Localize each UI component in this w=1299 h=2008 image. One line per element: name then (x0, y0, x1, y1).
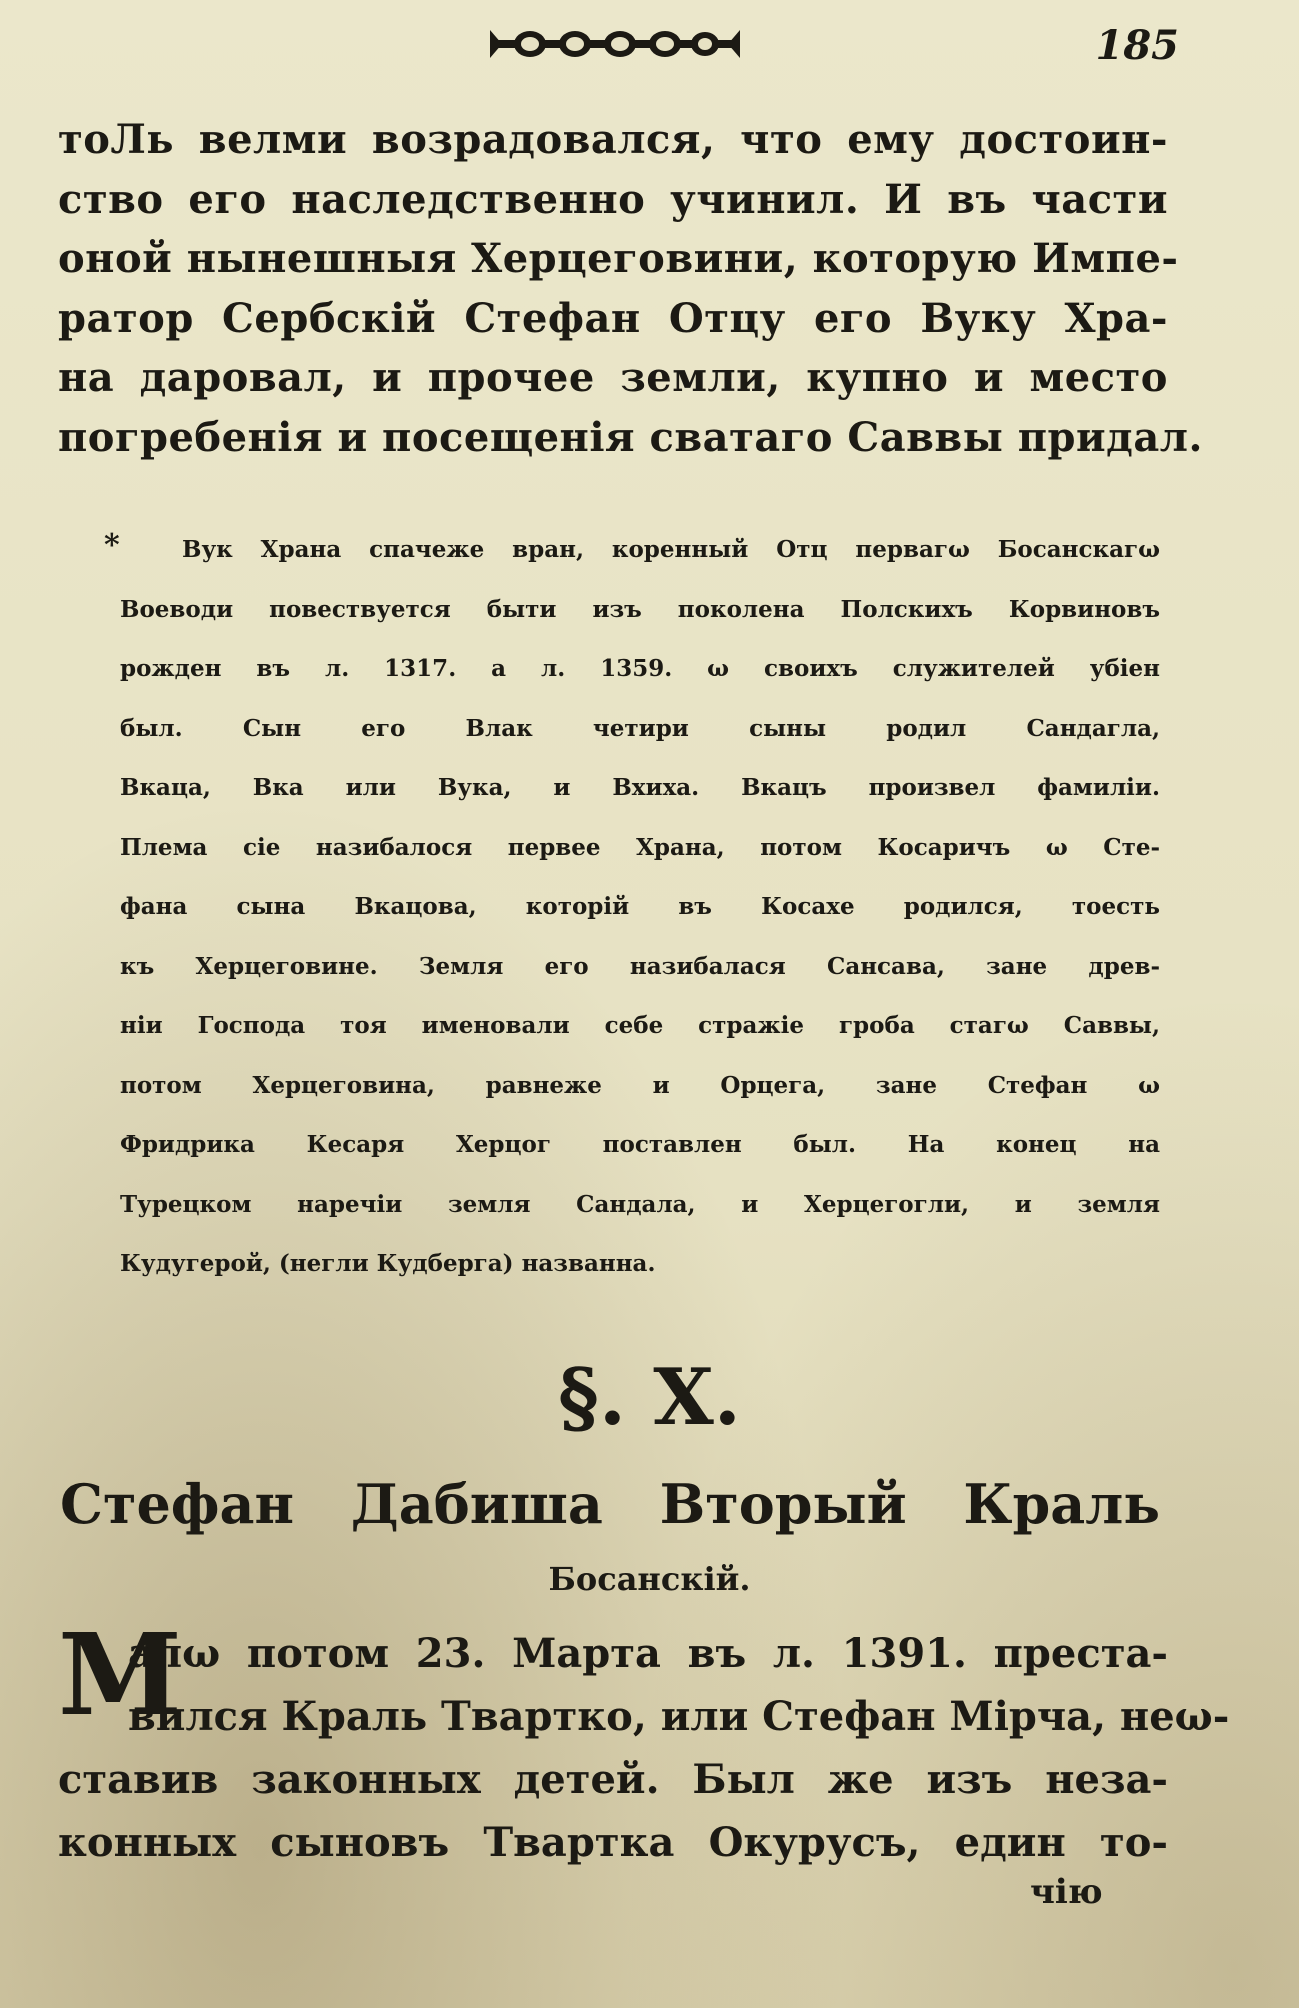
drop-cap: М (58, 1610, 182, 1741)
text-line: ратор Сербскій Стефан Отцу его Вуку Хра- (58, 294, 1168, 342)
ornament-header-icon (490, 26, 740, 62)
footnote-line: был. Сын его Влак четири сыны родил Сандагла, (120, 714, 1160, 742)
main-paragraph (58, 110, 1203, 467)
footnote-line: Воеводи повествуется быти изъ поколена Полскихъ Корвиновъ (120, 595, 1160, 623)
text-line: ставив законных детей. Был же изъ неза- (58, 1756, 1168, 1803)
text-line: тоЛь велми возрадовался, что ему достоин- (58, 116, 1168, 163)
chapter-subtitle: Босанскій. (548, 1560, 751, 1598)
body-paragraph (58, 1610, 1230, 1874)
footnote-line: ніи Господа тоя именовали себе стражіе гроба стагω Саввы, (120, 1012, 1160, 1039)
footnote-line: Турецком наречіи земля Сандала, и Херцегогли, и земля (120, 1190, 1160, 1218)
text-line: вился Краль Твартко, или Стефан Мірча, неω- (128, 1693, 1230, 1740)
footnote-line: Фридрика Кесаря Херцог поставлен был. На конец на (120, 1131, 1160, 1158)
section-heading: §. X. (558, 1352, 741, 1443)
footnote-line: рожден въ л. 1317. а л. 1359. ω своихъ служителей убіен (120, 655, 1160, 682)
page-number: 185 (1095, 22, 1179, 69)
footnote-marker: * (104, 528, 120, 563)
catchword: чію (1030, 1872, 1103, 1912)
footnote-line: потом Херцеговина, равнеже и Орцега, зане Стефан ω (120, 1071, 1160, 1099)
text-line: оной нынешныя Херцеговини, которую Импе- (58, 235, 1179, 282)
footnote-line: Вкаца, Вка или Вука, и Вхиха. Вкацъ произвел фамиліи. (120, 774, 1160, 801)
text-line: на даровал, и прочее земли, купно и место (58, 354, 1168, 401)
footnote-line: Вук Храна спачеже вран, коренный Отц первагω Босанскагω (182, 536, 1160, 563)
page-header (0, 14, 1299, 74)
chapter-title: Стефан Дабиша Вторый Краль (60, 1472, 1160, 1536)
text-line: конных сыновъ Твартка Окурусъ, един то- (58, 1819, 1168, 1866)
text-line: ство его наследственно учинил. И въ части (58, 175, 1168, 223)
text-line: алω потом 23. Марта въ л. 1391. преста- (128, 1630, 1168, 1677)
footnote-line: фана сына Вкацова, которій въ Косахе родился, тоесть (120, 893, 1160, 920)
footnote-line: къ Херцеговине. Земля его назибалася Сансава, зане древ- (120, 952, 1160, 980)
footnote-line: Кудугерой, (негли Кудберга) названна. (120, 1250, 656, 1277)
footnote-line: Плема сіе назибалося первее Храна, потом Косаричъ ω Сте- (120, 833, 1160, 861)
footnote (104, 520, 1160, 1294)
text-line: погребенія и посещенія сватаго Саввы придал. (58, 413, 1203, 461)
